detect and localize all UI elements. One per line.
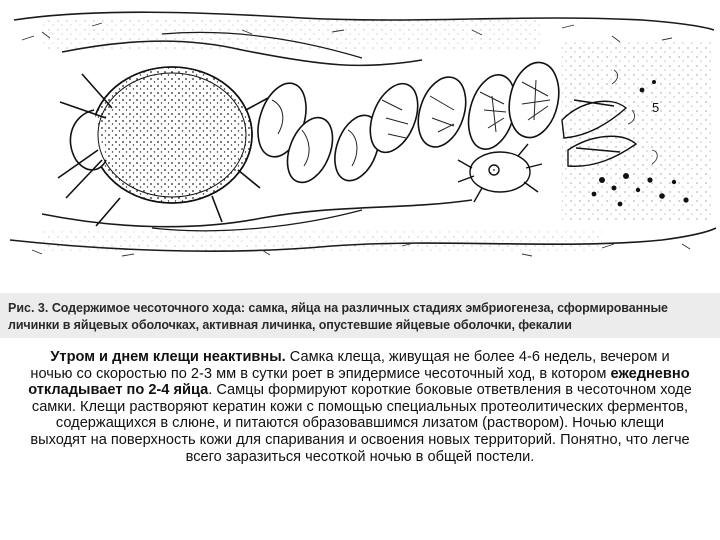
figure-caption	[8, 300, 718, 334]
active-larva	[458, 144, 542, 202]
figure-label-number: 5	[652, 100, 660, 115]
figure-caption-label: Рис. 3.	[8, 301, 49, 315]
body-part1: Самка клеща, живущая не более 4-6 недель, вечером и ночью со скоростью по 2-3 мм в сутки роет в эпидермисе чесоточный ход, в котором	[30, 349, 670, 382]
body-paragraph	[28, 349, 692, 465]
body-mid-bold: ежедневно откладывает по 2-4 яйца	[28, 365, 690, 399]
female-mite	[58, 67, 268, 226]
figure-caption-text: Содержимое чесоточного хода: самка, яйца на различных стадиях эмбриогенеза, сформированные личинки в яйцевых оболочках, активная личинка, опустевшие яйцевые оболочки, фекалии	[8, 301, 668, 332]
body-part2: . Самцы формируют короткие боковые ответвления в чесоточном ходе самки. Клещи растворяют кератин кожи с помощью специальных протеолитических ферментов, содержащихся в слюне, и питаются образовавшимся лизатом (раствором). Ночью клещи выходят на поверхность кожи для спаривания и освоения новых территорий. Понятно, что легче всего заразиться чесоткой ночью в общей постели.	[30, 382, 692, 465]
body-lead-bold: Утром и днем клещи неактивны.	[50, 349, 286, 365]
scabies-burrow-illustration	[2, 0, 718, 292]
